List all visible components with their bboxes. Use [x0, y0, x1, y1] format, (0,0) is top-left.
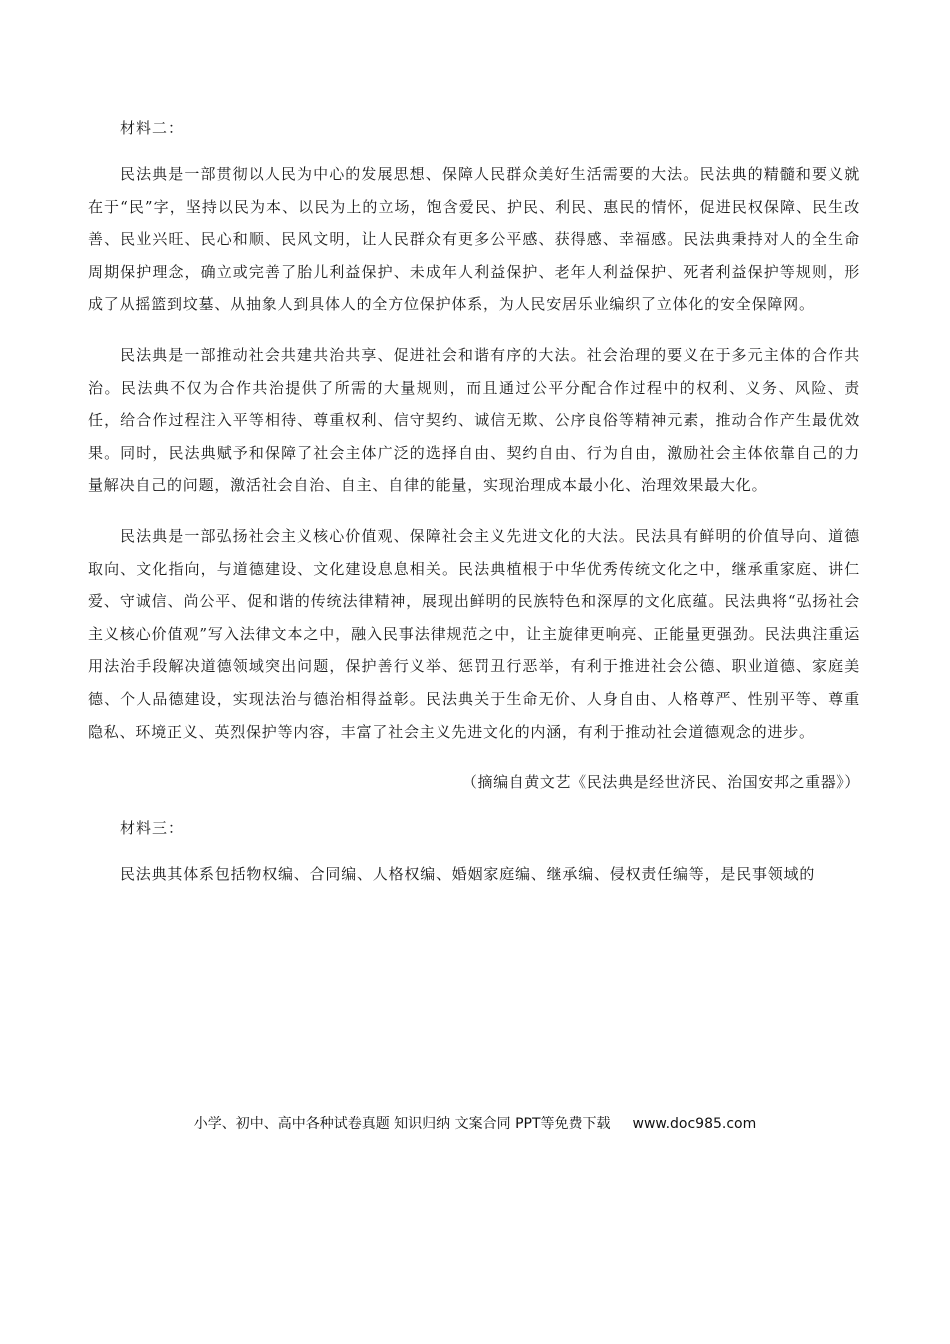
material-three-heading: 材料三：: [120, 819, 185, 838]
material-two-paragraph-1: 民法典是一部贯彻以人民为中心的发展思想、保障人民群众美好生活需要的大法。民法典的精髓和要义就在于“民”字，坚持以民为本、以民为上的立场，饱含爱民、护民、利民、惠民的情怀，促进民权保障、民生改善、民业兴旺、民心和顺、民风文明，让人民群众有更多公平感、获得感、幸福感。民法典秉持对人的全生命周期保护理念，确立或完善了胎儿利益保护、未成年人利益保护、老年人利益保护、死者利益保护等规则，形成了从摇篮到坟墓、从抽象人到具体人的全方位保护体系，为人民安居乐业编织了立体化的安全保障网。: [88, 165, 860, 314]
document-page: [88, 112, 860, 891]
material-two-paragraph-2: 民法典是一部推动社会共建共治共享、促进社会和谐有序的大法。社会治理的要义在于多元主体的合作共治。民法典不仅为合作共治提供了所需的大量规则，而且通过公平分配合作过程中的权利、义务、风险、责任，给合作过程注入平等相待、尊重权利、信守契约、诚信无欺、公序良俗等精神元素，推动合作产生最优效果。同时，民法典赋予和保障了社会主体广泛的选择自由、契约自由、行为自由，激励社会主体依靠自己的力量解决自己的问题，激活社会自治、自主、自律的能量，实现治理成本最小化、治理效果最大化。: [88, 345, 860, 495]
material-three-paragraph: 民法典其体系包括物权编、合同编、人格权编、婚姻家庭编、继承编、侵权责任编等，是民事领域的: [120, 865, 816, 884]
footer-url[interactable]: www.doc985.com: [632, 1116, 757, 1132]
material-two-heading: 材料二：: [120, 119, 185, 137]
page-footer: [0, 1112, 950, 1136]
footer-text: 小学、初中、高中各种试卷真题 知识归纳 文案合同 PPT等免费下载: [193, 1116, 611, 1132]
material-two-paragraph-3: 民法典是一部弘扬社会主义核心价值观、保障社会主义先进文化的大法。民法具有鲜明的价值导向、道德取向、文化指向，与道德建设、文化建设息息相关。民法典植根于中华优秀传统文化之中，继承重家庭、讲仁爱、守诚信、尚公平、促和谐的传统法律精神，展现出鲜明的民族特色和深厚的文化底蕴。民法典将“弘扬社会主义核心价值观”写入法律文本之中，融入民事法律规范之中，让主旋律更响亮、正能量更强劲。民法典注重运用法治手段解决道德领域突出问题，保护善行义举、惩罚丑行恶举，有利于推进社会公德、职业道德、家庭美德、个人品德建设，实现法治与德治相得益彰。民法典关于生命无价、人身自由、人格尊严、性别平等、尊重隐私、环境正义、英烈保护等内容，丰富了社会主义先进文化的内涵，有利于推动社会道德观念的进步。: [88, 526, 860, 741]
material-two-source: （摘编自黄文艺《民法典是经世济民、治国安邦之重器》）: [461, 773, 860, 792]
